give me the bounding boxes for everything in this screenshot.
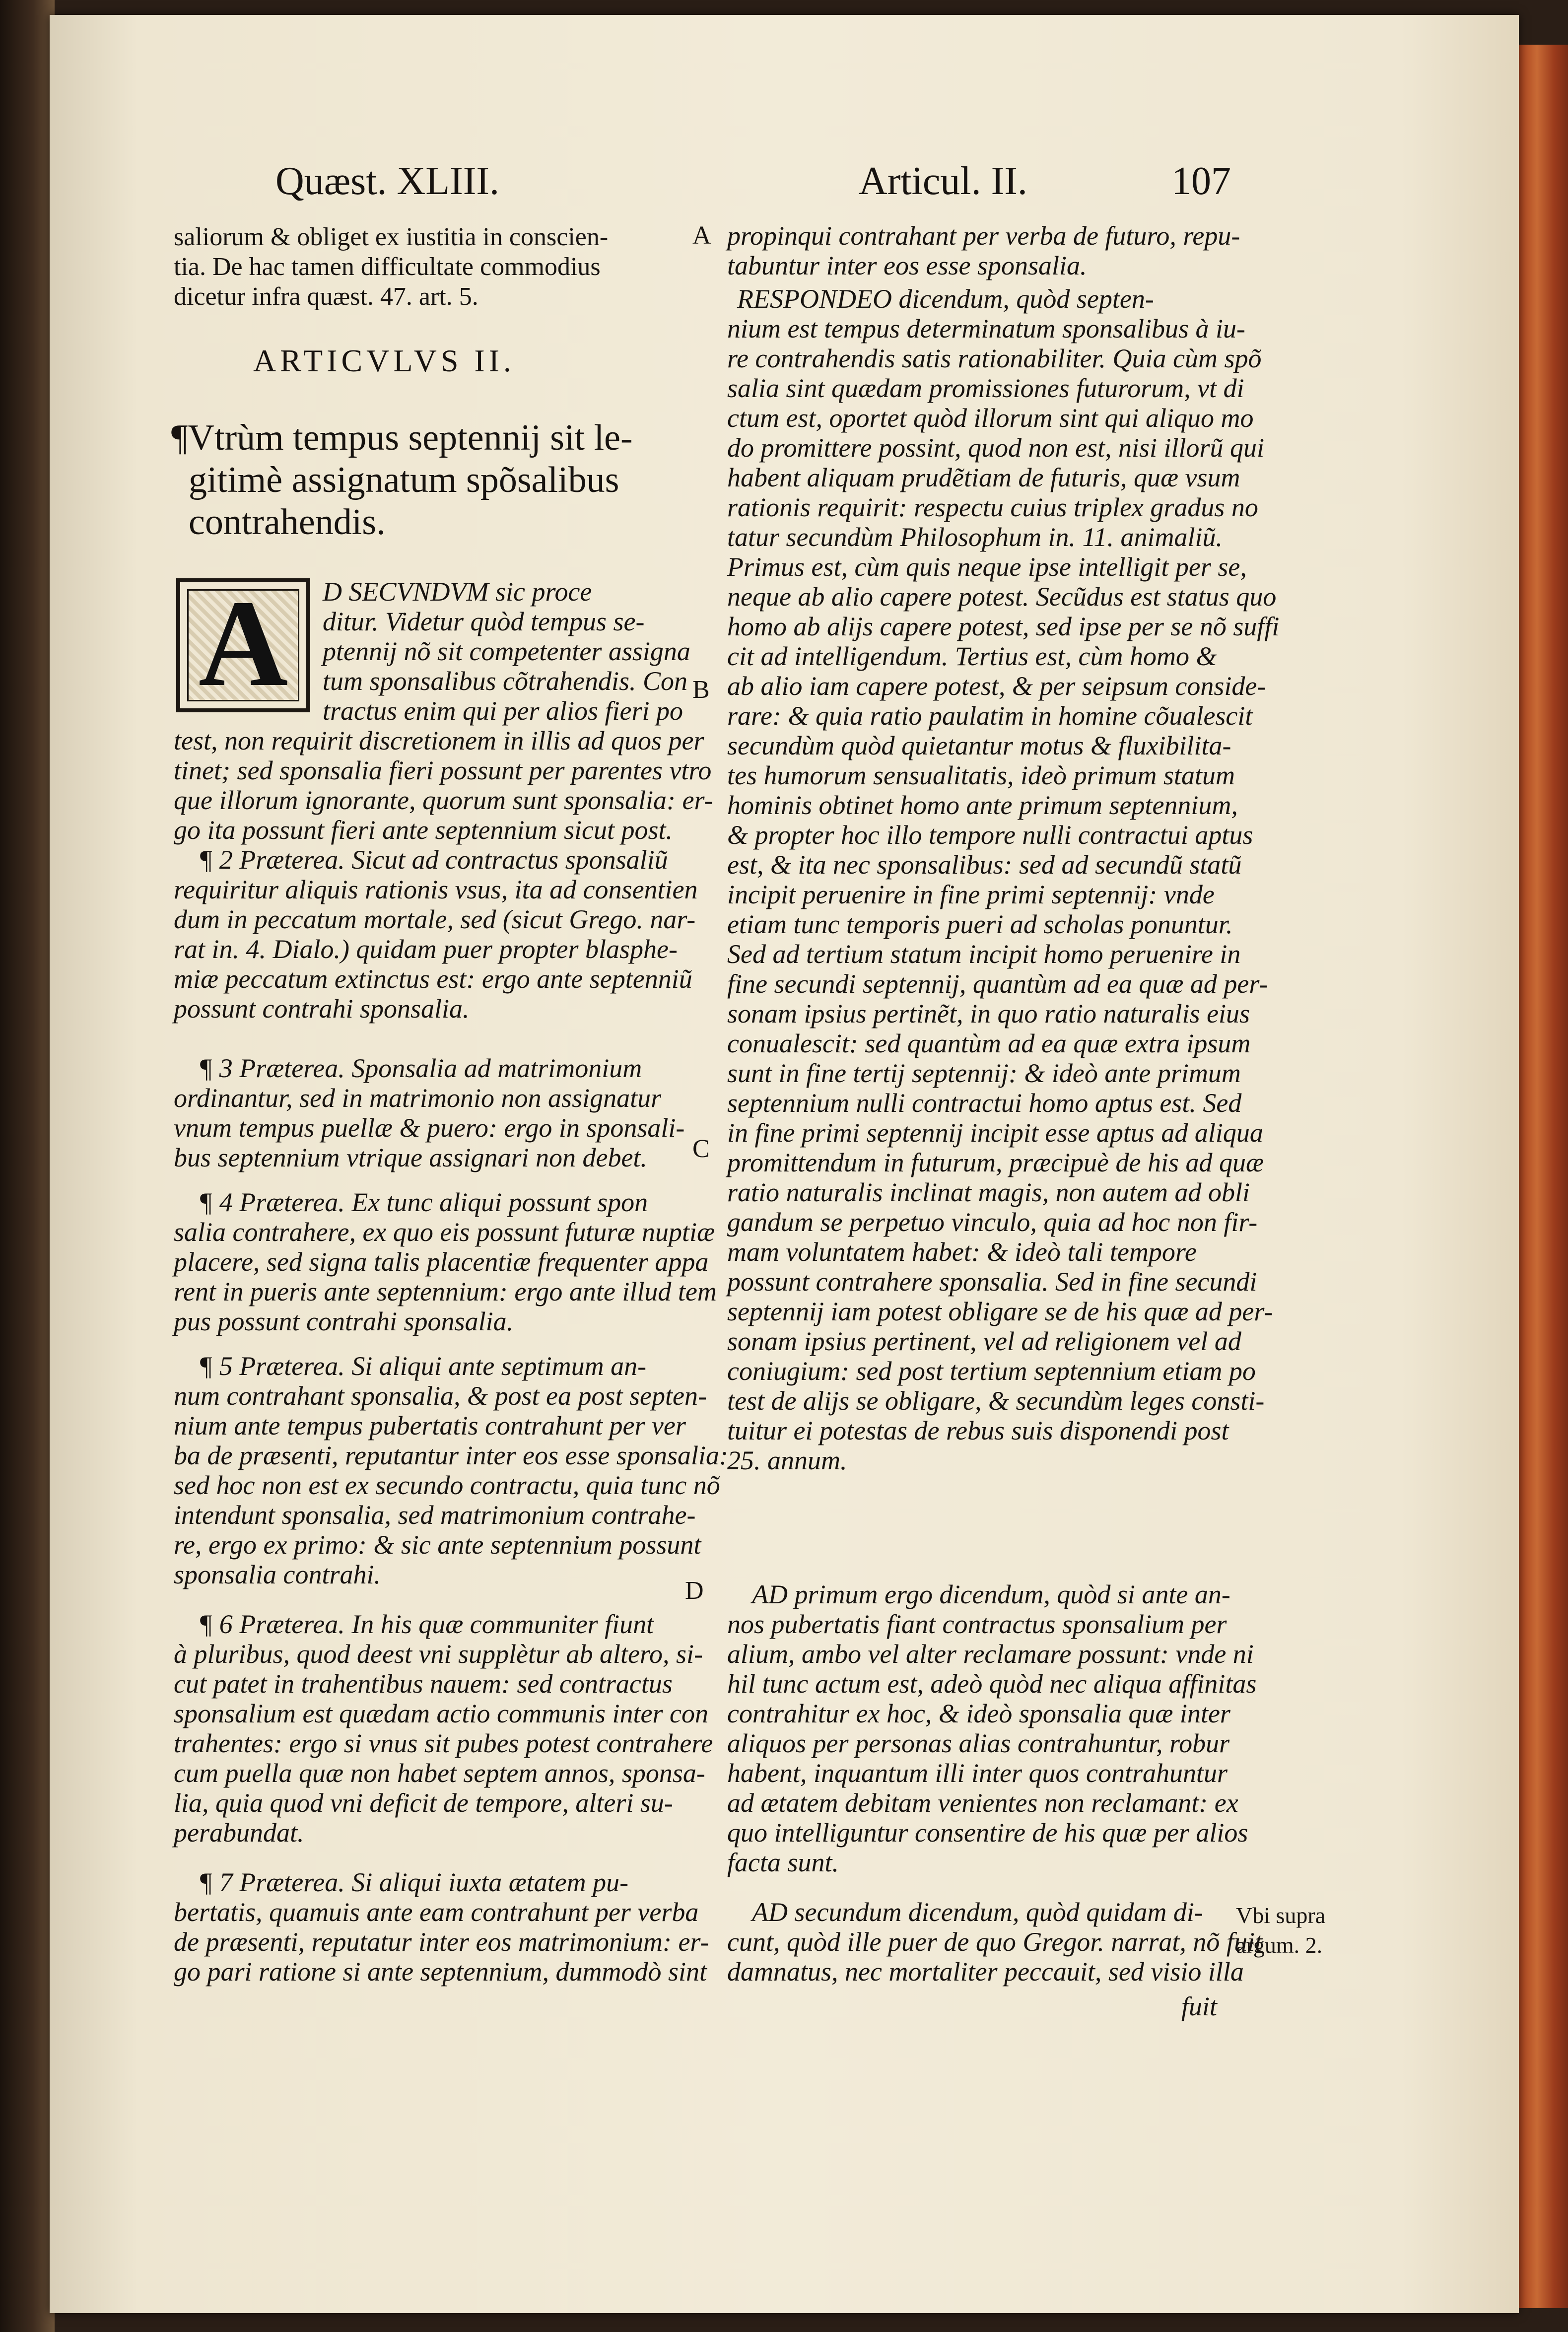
body-line: Sed ad tertium statum incipit homo peruenire in (727, 939, 1241, 969)
body-line: hominis obtinet homo ante primum septennium, (727, 790, 1238, 820)
body-line: cunt, quòd ille puer de quo Gregor. narrat, nõ fuit (727, 1927, 1262, 1957)
body-line: ditur. Videtur quòd tempus se- (323, 607, 645, 636)
body-line: que illorum ignorante, quorum sunt sponsalia: er- (174, 785, 713, 815)
body-line: salia sint quædam promissiones futurorum, vt di (727, 373, 1244, 403)
body-line: possunt contrahi sponsalia. (174, 994, 470, 1024)
body-line: ba de præsenti, reputantur inter eos esse sponsalia: (174, 1440, 728, 1470)
body-line: sonam ipsius pertinent, vel ad religionem vel ad (727, 1326, 1241, 1356)
body-line: bertatis, quamuis ante eam contrahunt per verba (174, 1897, 699, 1927)
body-line: re, ergo ex primo: & sic ante septennium possunt (174, 1530, 701, 1560)
body-line: septennij iam potest obligare se de his quæ ad per- (727, 1297, 1273, 1326)
body-line: ¶ 3 Præterea. Sponsalia ad matrimonium (199, 1053, 642, 1083)
body-line: ¶ 7 Præterea. Si aliqui iuxta ætatem pu- (199, 1867, 629, 1897)
body-line: tractus enim qui per alios fieri po (323, 696, 683, 726)
body-line: contrahitur ex hoc, & ideò sponsalia quæ inter (727, 1699, 1230, 1728)
drop-cap-letter: A (198, 575, 288, 712)
body-line: promittendum in futurum, præcipuè de his ad quæ (727, 1148, 1264, 1177)
body-line: D SECVNDVM sic proce (323, 577, 592, 607)
body-line: ctum est, oportet quòd illorum sint qui aliquo mo (727, 403, 1254, 433)
margin-letter: A (692, 221, 711, 250)
body-line: etiam tunc temporis pueri ad scholas ponuntur. (727, 909, 1233, 939)
body-line: rent in pueris ante septennium: ergo ante illud tem (174, 1277, 717, 1306)
body-line: ptennij nõ sit competenter assigna (323, 636, 690, 666)
body-line: habent aliquam prudẽtiam de futuris, quæ vsum (727, 463, 1240, 492)
body-line: tinet; sed sponsalia fieri possunt per parentes vtro (174, 755, 712, 785)
body-line: habent, inquantum illi inter quos contrahuntur (727, 1758, 1227, 1788)
body-line: go pari ratione si ante septennium, dummodò sint (174, 1957, 707, 1987)
article-heading: ARTICVLVS II. (253, 343, 516, 378)
body-line: tabuntur inter eos esse sponsalia. (727, 251, 1087, 280)
body-line: neque ab alio capere potest. Secũdus est status quo (727, 582, 1277, 612)
body-line: propinqui contrahant per verba de futuro, repu- (727, 221, 1240, 251)
margin-letter: B (692, 676, 710, 704)
body-line: sonam ipsius pertinẽt, in quo ratio naturalis eius (727, 999, 1250, 1029)
body-line: in fine primi septennij incipit esse aptus ad aliqua (727, 1118, 1263, 1148)
body-line: 25. annum. (727, 1445, 847, 1475)
body-line: pus possunt contrahi sponsalia. (174, 1306, 514, 1336)
body-line: rare: & quia ratio paulatim in homine cõualescit (727, 701, 1253, 731)
body-line: vnum tempus puellæ & puero: ergo in sponsali- (174, 1113, 685, 1143)
body-line: AD secundum dicendum, quòd quidam di- (752, 1897, 1203, 1927)
body-line: test, non requirit discretionem in illis ad quos per (174, 726, 704, 755)
body-line: fine secundi septennij, quantùm ad ea quæ ad per- (727, 969, 1268, 999)
body-line: tum sponsalibus cõtrahendis. Con (323, 666, 688, 696)
intro-line: saliorum & obliget ex iustitia in conscien- (174, 223, 609, 251)
body-line: go ita possunt fieri ante septennium sicut post. (174, 815, 673, 845)
body-line: sponsalia contrahi. (174, 1560, 381, 1589)
body-line: hil tunc actum est, adeò quòd nec aliqua affinitas (727, 1669, 1257, 1699)
body-line: intendunt sponsalia, sed matrimonium contrahe- (174, 1500, 696, 1530)
body-line: & propter hoc illo tempore nulli contractui aptus (727, 820, 1253, 850)
body-line: homo ab alijs capere potest, sed ipse per se nõ suffi (727, 612, 1280, 641)
body-line: miæ peccatum extinctus est: ergo ante septenniũ (174, 964, 692, 994)
body-line: mam voluntatem habet: & ideò tali tempore (727, 1237, 1197, 1267)
page-number: 107 (1171, 159, 1231, 203)
decorated-initial (176, 575, 310, 712)
question-line: ¶Vtrùm tempus septennij sit le- (171, 417, 633, 458)
body-line: quo intelliguntur consentire de his quæ per alios (727, 1818, 1248, 1848)
body-line: placere, sed signa talis placentiæ frequenter appa (174, 1247, 709, 1277)
body-line: perabundat. (174, 1818, 304, 1848)
book-gutter-shadow (0, 0, 55, 2332)
body-line: ordinantur, sed in matrimonio non assignatur (174, 1083, 662, 1113)
body-line: à pluribus, quod deest vni supplètur ab altero, si- (174, 1639, 703, 1669)
body-line: nium ante tempus pubertatis contrahunt per ver (174, 1411, 686, 1440)
body-line: possunt contrahere sponsalia. Sed in fine secundi (727, 1267, 1257, 1297)
body-line: est, & ita nec sponsalibus: sed ad secundũ statũ (727, 850, 1242, 880)
body-line: bus septennium vtrique assignari non debet. (174, 1143, 647, 1172)
body-line: RESPONDEO dicendum, quòd septen- (737, 284, 1154, 314)
body-line: tatur secundùm Philosophum in. 11. animaliũ. (727, 522, 1223, 552)
body-line: dum in peccatum mortale, sed (sicut Grego. nar- (174, 904, 696, 934)
body-line: septennium nulli contractui homo aptus est. Sed (727, 1088, 1242, 1118)
body-line: cut patet in trahentibus nauem: sed contractus (174, 1669, 673, 1699)
body-line: damnatus, nec mortaliter peccauit, sed visio illa (727, 1957, 1244, 1987)
margin-note: argum. 2. (1236, 1932, 1323, 1958)
body-line: rat in. 4. Dialo.) quidam puer propter blasphe- (174, 934, 678, 964)
body-line: Primus est, cùm quis neque ipse intelligit per se, (727, 552, 1247, 582)
body-line: test de alijs se obligare, & secundùm leges consti- (727, 1386, 1265, 1416)
running-head-left: Quæst. XLIII. (275, 159, 500, 203)
intro-line: dicetur infra quæst. 47. art. 5. (174, 282, 478, 311)
intro-line: tia. De hac tamen difficultate commodius (174, 253, 601, 281)
body-line: secundùm quòd quietantur motus & fluxibilita- (727, 731, 1231, 760)
catchword: fuit (1181, 1991, 1218, 2021)
body-line: ¶ 5 Præterea. Si aliqui ante septimum an- (199, 1351, 647, 1381)
margin-letter: C (692, 1135, 710, 1163)
body-line: facta sunt. (727, 1848, 839, 1877)
body-line: AD primum ergo dicendum, quòd si ante an- (752, 1579, 1230, 1609)
body-line: trahentes: ergo si vnus sit pubes potest contrahere (174, 1728, 713, 1758)
margin-note: Vbi supra (1236, 1903, 1326, 1928)
body-line: ¶ 2 Præterea. Sicut ad contractus sponsaliũ (199, 845, 668, 875)
body-line: nium est tempus determinatum sponsalibus à iu- (727, 314, 1245, 343)
body-line: sed hoc non est ex secundo contractu, quia tunc nõ (174, 1470, 720, 1500)
body-line: tuitur ei potestas de rebus suis disponendi post (727, 1416, 1229, 1445)
body-line: ¶ 4 Præterea. Ex tunc aliqui possunt spon (199, 1187, 648, 1217)
body-line: conualescit: sed quantùm ad ea quæ extra ipsum (727, 1029, 1251, 1058)
question-line: gitimè assignatum spõsalibus (189, 460, 619, 500)
body-line: lia, quia quod vni deficit de tempore, alteri su- (174, 1788, 673, 1818)
body-line: gandum se perpetuo vinculo, quia ad hoc non fir- (727, 1207, 1258, 1237)
body-line: num contrahant sponsalia, & post ea post septen- (174, 1381, 707, 1411)
body-line: sunt in fine tertij septennij: & ideò ante primum (727, 1058, 1241, 1088)
body-line: ¶ 6 Præterea. In his quæ communiter fiunt (199, 1609, 654, 1639)
body-line: requiritur aliquis rationis vsus, ita ad consentien (174, 875, 698, 904)
body-line: de præsenti, reputatur inter eos matrimonium: er- (174, 1927, 709, 1957)
body-line: rationis requirit: respectu cuius triplex gradus no (727, 492, 1258, 522)
body-line: salia contrahere, ex quo eis possunt futuræ nuptiæ (174, 1217, 715, 1247)
body-line: alium, ambo vel alter reclamare possunt: vnde ni (727, 1639, 1254, 1669)
body-line: re contrahendis satis rationabiliter. Quia cùm spõ (727, 343, 1262, 373)
body-line: tes humorum sensualitatis, ideò primum statum (727, 760, 1235, 790)
body-line: aliquos per personas alias contrahuntur, robur (727, 1728, 1230, 1758)
body-line: ab alio iam capere potest, & per seipsum conside- (727, 671, 1266, 701)
body-line: incipit peruenire in fine primi septennij: vnde (727, 880, 1215, 909)
body-line: cit ad intelligendum. Tertius est, cùm homo & (727, 641, 1217, 671)
body-line: ad ætatem debitam venientes non reclamant: ex (727, 1788, 1238, 1818)
body-line: nos pubertatis fiant contractus sponsalium per (727, 1609, 1227, 1639)
question-line: contrahendis. (189, 502, 386, 543)
body-line: sponsalium est quædam actio communis inter con (174, 1699, 708, 1728)
body-line: do promittere possint, quod non est, nisi illorũ qui (727, 433, 1265, 463)
body-line: ratio naturalis inclinat magis, non autem ad obli (727, 1177, 1250, 1207)
body-line: cum puella quæ non habet septem annos, sponsa- (174, 1758, 705, 1788)
running-head-center: Articul. II. (859, 159, 1027, 203)
body-line: coniugium: sed post tertium septennium etiam po (727, 1356, 1256, 1386)
margin-letter: D (685, 1577, 704, 1605)
